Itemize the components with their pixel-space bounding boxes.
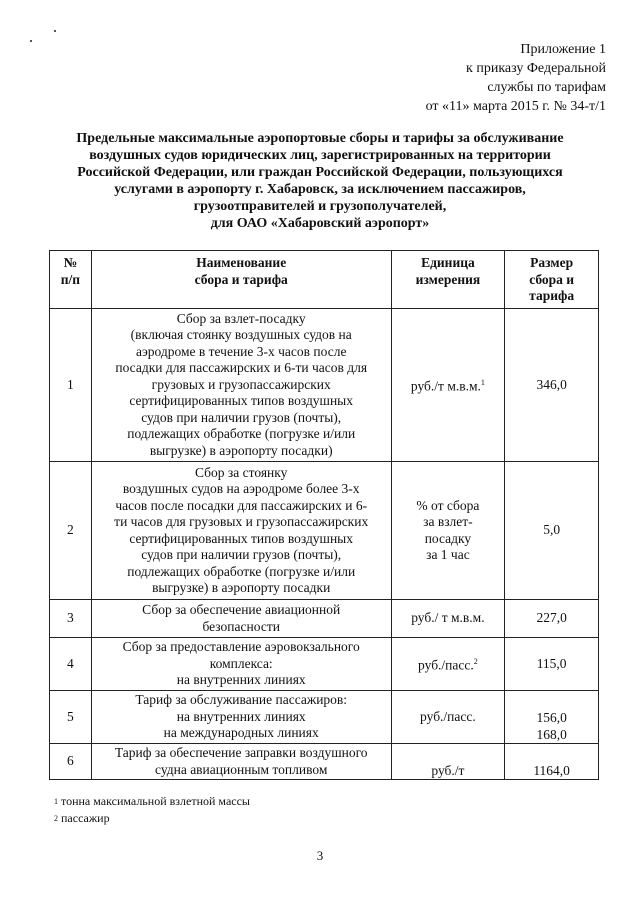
row-value: 227,0	[505, 600, 599, 638]
row-name: Сбор за взлет-посадку (включая стоянку воздушных судов на аэродроме в течение 3-х часов после посадки для пассажирских и 6-ти часов для грузовых и грузопассажирских сертифицированных типов воздушных судов при наличии грузов (почты), подлежащих обработке (погрузке и/или выгрузке) в аэропорту посадки)	[91, 309, 391, 462]
header-line: от «11» марта 2015 г. № 34-т/1	[425, 99, 606, 114]
row-number: 5	[50, 691, 92, 744]
footnote	[54, 810, 250, 827]
row-value: 346,0	[505, 309, 599, 462]
table-row	[50, 744, 599, 780]
table-row	[50, 638, 599, 691]
table-row	[50, 600, 599, 638]
row-number: 4	[50, 638, 92, 691]
tariff-table	[49, 250, 599, 780]
table-row	[50, 309, 599, 462]
table-row	[50, 462, 599, 600]
row-number: 3	[50, 600, 92, 638]
header-line: службы по тарифам	[487, 80, 606, 95]
appendix-header	[346, 40, 606, 116]
row-unit: руб./пасс.	[391, 691, 505, 744]
title-line: грузоотправителей и грузополучателей,	[193, 199, 447, 214]
row-unit: руб./пасс.$^2$	[391, 638, 505, 691]
row-number: 6	[50, 744, 92, 780]
footnote-text: пассажир	[61, 811, 110, 825]
row-unit: руб./т	[391, 744, 505, 780]
page-number: 3	[316, 848, 324, 863]
header-line: Приложение 1	[520, 42, 606, 57]
row-unit: % от сбора за взлет- посадку за 1 час	[391, 462, 505, 600]
footnotes	[54, 793, 250, 827]
scan-dot	[30, 40, 32, 42]
row-value: 115,0	[505, 638, 599, 691]
row-unit: руб./т м.в.м.$^1$	[391, 309, 505, 462]
document-title	[50, 130, 590, 232]
row-number: 2	[50, 462, 92, 600]
row-value: 1164,0	[505, 744, 599, 780]
footnote-ref: 1	[480, 378, 485, 387]
scan-dot	[54, 30, 56, 32]
footnote-mark: 2	[54, 814, 58, 823]
row-name: Сбор за обеспечение авиационной безопасности	[91, 600, 391, 638]
title-line: воздушных судов юридических лиц, зарегистрированных на территории	[89, 148, 551, 163]
table-row	[50, 691, 599, 744]
row-name: Сбор за предоставление аэровокзального комплекса: на внутренних линиях	[91, 638, 391, 691]
title-line: Российской Федерации, или граждан Российской Федерации, пользующихся	[77, 165, 563, 180]
title-line: для ОАО «Хабаровский аэропорт»	[210, 216, 430, 231]
footnote-text: тонна максимальной взлетной массы	[61, 794, 250, 808]
header-unit: Единица измерения	[391, 251, 505, 309]
row-value: 156,0 168,0	[505, 691, 599, 744]
footnote-mark: 1	[54, 797, 58, 806]
header-line: к приказу Федеральной	[466, 61, 606, 76]
title-line: Предельные максимальные аэропортовые сборы и тарифы за обслуживание	[76, 131, 564, 146]
row-value: 5,0	[505, 462, 599, 600]
header-size: Размер сбора и тарифа	[505, 251, 599, 309]
footnote	[54, 793, 250, 810]
footnote-ref: 2	[473, 657, 478, 666]
row-number: 1	[50, 309, 92, 462]
header-name: Наименование сбора и тарифа	[91, 251, 391, 309]
row-name: Сбор за стоянку воздушных судов на аэродроме более 3-х часов после посадки для пассажирских и 6- ти часов для грузовых и грузопассажирских сертифицированных типов воздушных судов при наличии грузов (почты), подлежащих обработке (погрузке и/или выгрузке) в аэропорту посадки	[91, 462, 391, 600]
table-header-row	[50, 251, 599, 309]
title-line: услугами в аэропорту г. Хабаровск, за исключением пассажиров,	[114, 182, 526, 197]
row-name: Тариф за обслуживание пассажиров: на внутренних линиях на международных линиях	[91, 691, 391, 744]
row-unit: руб./ т м.в.м.	[391, 600, 505, 638]
header-number: № п/п	[50, 251, 92, 309]
row-name: Тариф за обеспечение заправки воздушного судна авиационным топливом	[91, 744, 391, 780]
